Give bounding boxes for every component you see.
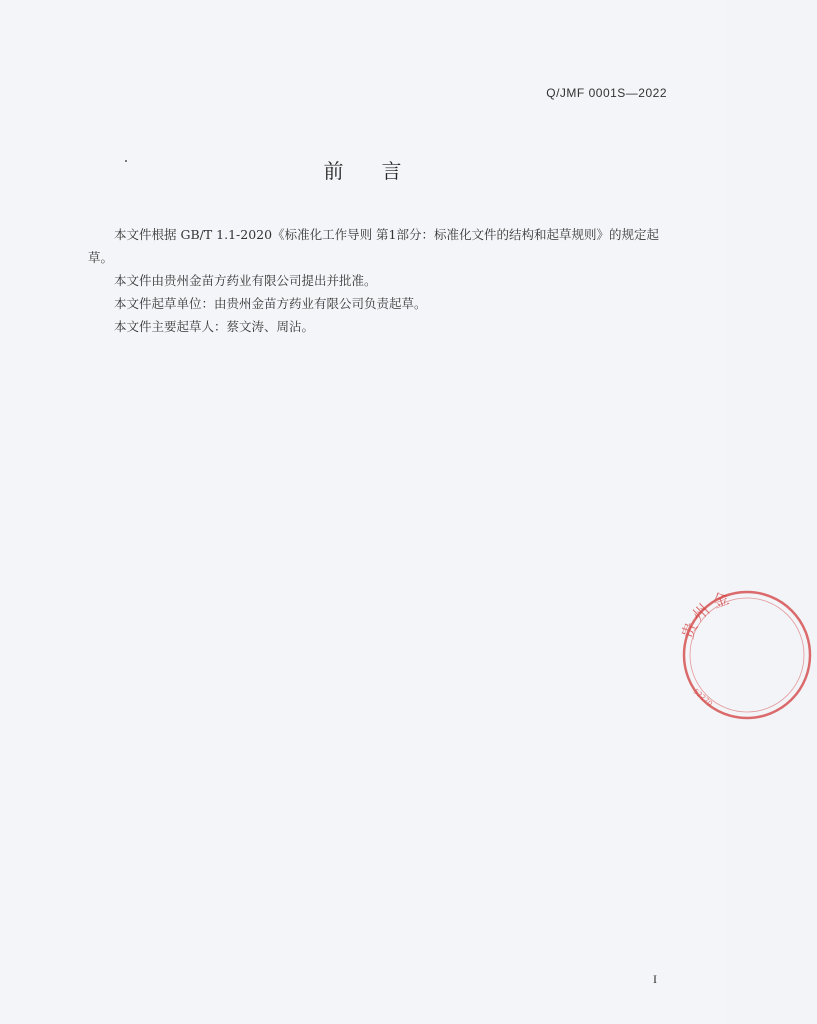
title-char-1: 前 [323,159,344,183]
svg-text:金: 金 [709,588,732,612]
page-title [0,155,725,184]
paragraph-3: 本文件起草单位：由贵州金苗方药业有限公司负责起草。 [114,296,427,311]
foreword-body [88,223,668,338]
seal-graphic [677,588,817,722]
svg-text:州: 州 [688,600,714,625]
company-seal-stamp [677,588,732,722]
paragraph-4: 本文件主要起草人：蔡文涛、周沾。 [114,319,315,334]
paragraph-1: 本文件根据 GB/T 1.1-2020《标准化工作导则 第1部分：标准化文件的结构和起草规则》的规定起草。 [88,227,660,265]
svg-text:贵: 贵 [677,619,702,642]
title-char-2: 言 [381,159,402,183]
document-code: Q/JMF 0001S—2022 [546,86,667,100]
svg-text:52270: 52270 [691,687,714,708]
page-number: I [653,972,657,986]
paragraph-2: 本文件由贵州金苗方药业有限公司提出并批准。 [114,273,377,288]
